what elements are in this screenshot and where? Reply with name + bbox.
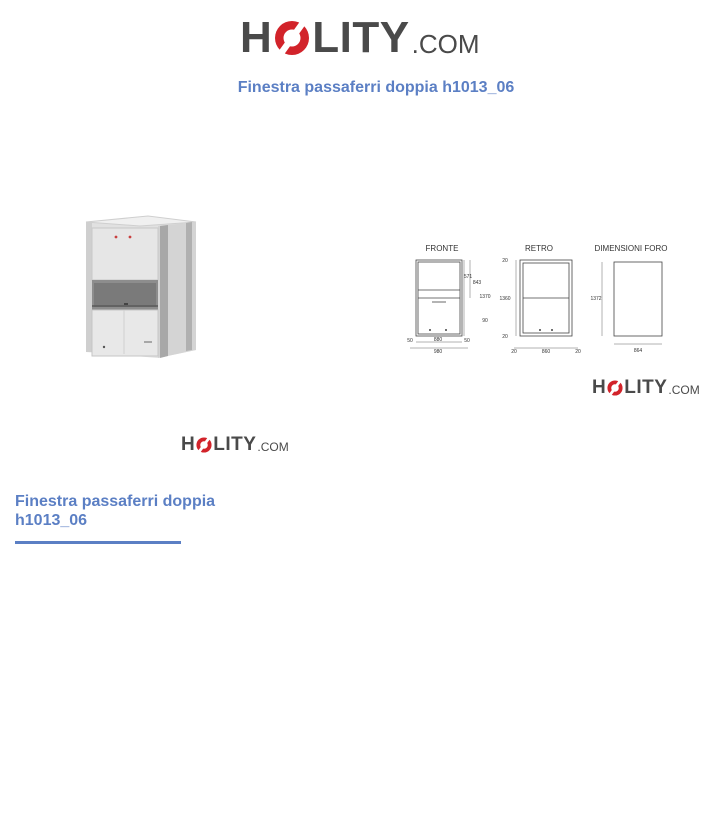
dim-front-side-right: 50: [464, 338, 470, 344]
front-view: [416, 260, 462, 336]
hole-view: [614, 262, 662, 336]
logo-letter-h: H: [181, 434, 196, 455]
dim-front-inner: 880: [433, 337, 443, 343]
dim-back-bottom: 20: [502, 334, 508, 340]
product-name-underline: [15, 541, 181, 544]
logo-suffix: .COM: [257, 440, 289, 454]
dim-back-side-right: 20: [575, 349, 581, 355]
holity-logo-small: [592, 377, 700, 399]
dim-hole-h: 1372: [590, 296, 602, 302]
logo-suffix: .COM: [411, 29, 480, 59]
dim-front-h2: 843: [472, 280, 482, 286]
dim-front-h3: 1370: [479, 294, 491, 300]
logo-suffix: .COM: [668, 383, 700, 397]
back-view: [516, 260, 572, 336]
logo-letters-lity: LITY: [312, 13, 410, 62]
dim-back-h: 1360: [499, 296, 511, 302]
dim-front-width: 980: [433, 349, 443, 355]
label-fronte: FRONTE: [425, 244, 459, 253]
holity-o-icon: [274, 18, 310, 58]
logo-letter-h: H: [592, 377, 607, 398]
dim-hole-width: 864: [633, 348, 643, 354]
dim-back-top: 20: [502, 258, 508, 264]
page-title: Finestra passaferri doppia h1013_06: [237, 79, 515, 96]
dim-front-side-left: 50: [407, 338, 413, 344]
holity-logo-small: [181, 434, 289, 456]
holity-logo[interactable]: [240, 12, 480, 64]
dim-back-side-left: 20: [511, 349, 517, 355]
label-dimensioni-foro: DIMENSIONI FORO: [594, 244, 668, 253]
logo-letter-h: H: [240, 13, 273, 62]
holity-o-icon: [607, 379, 623, 397]
dim-front-h1: 571: [463, 274, 473, 280]
label-retro: RETRO: [525, 244, 553, 253]
logo-letters-lity: LITY: [213, 434, 257, 455]
holity-o-icon: [196, 436, 212, 454]
technical-drawing[interactable]: [402, 238, 674, 358]
product-name[interactable]: Finestra passaferri doppia h1013_06: [15, 493, 216, 529]
dim-front-h4: 90: [482, 318, 488, 324]
pass-through-window-photo[interactable]: [80, 208, 202, 366]
logo-letters-lity: LITY: [624, 377, 668, 398]
dim-back-width: 860: [541, 349, 551, 355]
